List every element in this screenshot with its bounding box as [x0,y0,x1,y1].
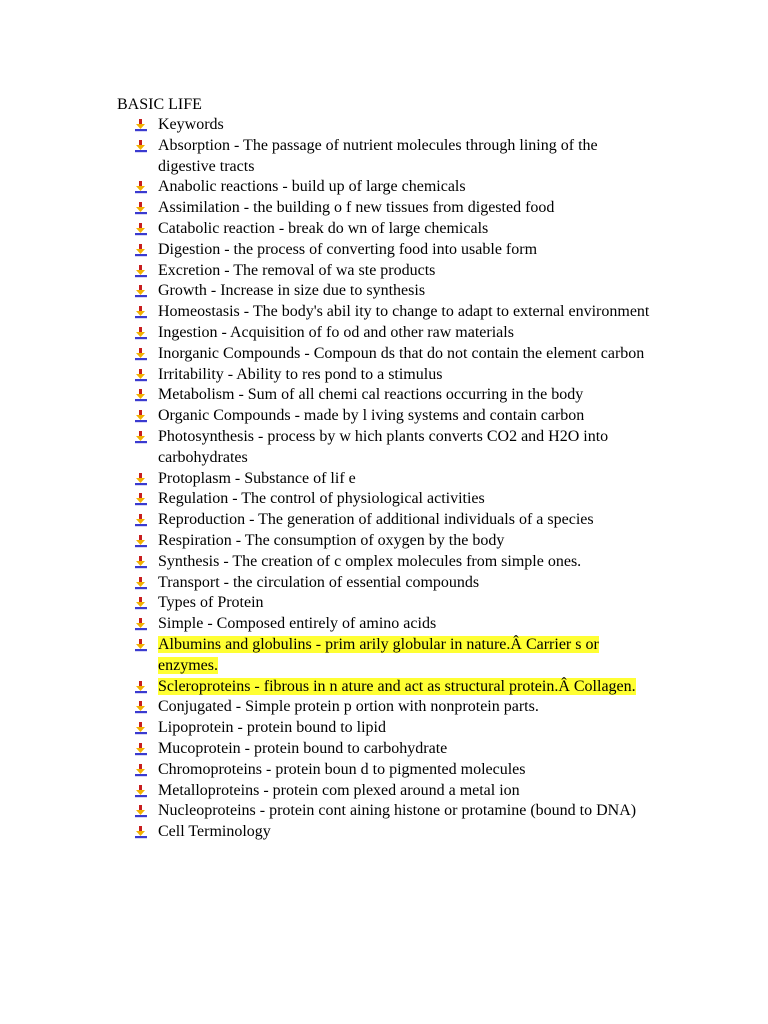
item-text-content: Transport - the circulation of essential compounds [158,573,480,591]
item-text [158,240,654,261]
down-arrow-icon [134,136,158,156]
item-text [158,115,654,136]
down-arrow-icon [134,781,158,801]
item-text-content: Mucoprotein - protein bound to carbohydrate [158,739,448,757]
down-arrow-icon [134,531,158,551]
down-arrow-icon [134,552,158,572]
item-text [158,614,654,635]
item-text-content: Absorption - The passage of nutrient molecules through lining of the digestive tracts [158,136,598,175]
item-text-content: Ingestion - Acquisition of fo od and other raw materials [158,323,514,341]
item-text-content: Regulation - The control of physiological activities [158,490,485,508]
highlighted-item-text [158,635,654,677]
item-text [158,510,654,531]
down-arrow-icon [134,635,158,655]
item-text [158,781,654,802]
list-item [134,552,654,573]
list-item [134,489,654,510]
down-arrow-icon [134,198,158,218]
item-text-content: Anabolic reactions - build up of large chemicals [158,178,466,196]
item-text [158,261,654,282]
list-item [134,531,654,552]
item-text [158,365,654,386]
item-text [158,385,654,406]
down-arrow-icon [134,323,158,343]
down-arrow-icon [134,739,158,759]
list-item [134,406,654,427]
item-text-content: Albumins and globulins - prim arily globular in nature.Â Carrier s or enzymes. [158,635,599,674]
item-text-content: Photosynthesis - process by w hich plants converts CO2 and H2O into carbohydrates [158,427,609,466]
list-item [134,427,654,469]
list-item [134,614,654,635]
list-item [134,219,654,240]
down-arrow-icon [134,489,158,509]
down-arrow-icon [134,614,158,634]
list-item [134,198,654,219]
item-text-content: Metabolism - Sum of all chemi cal reactions occurring in the body [158,386,584,404]
item-text [158,469,654,490]
list-item [134,510,654,531]
item-text-content: Digestion - the process of converting food into usable form [158,240,538,258]
list-item [134,573,654,594]
item-text [158,593,654,614]
down-arrow-icon [134,573,158,593]
item-text [158,344,654,365]
list-item [134,240,654,261]
item-text [158,697,654,718]
item-text [158,739,654,760]
item-text-content: Nucleoproteins - protein cont aining histone or protamine (bound to DNA) [158,802,637,820]
item-text [158,718,654,739]
list-item [134,635,654,677]
item-text-content: Organic Compounds - made by l iving systems and contain carbon [158,407,585,425]
item-text-content: Respiration - The consumption of oxygen by the body [158,531,505,549]
item-text [158,406,654,427]
item-text-content: Scleroproteins - fibrous in n ature and act as structural protein.Â Collagen. [158,677,636,695]
list-item [134,781,654,802]
down-arrow-icon [134,427,158,447]
item-text [158,198,654,219]
down-arrow-icon [134,344,158,364]
down-arrow-icon [134,240,158,260]
list-item [134,593,654,614]
list-item [134,302,654,323]
item-text-content: Synthesis - The creation of c omplex molecules from simple ones. [158,552,582,570]
down-arrow-icon [134,677,158,697]
highlighted-item-text [158,677,654,698]
keyword-list [134,115,654,843]
list-item [134,469,654,490]
down-arrow-icon [134,115,158,135]
item-text-content: Conjugated - Simple protein p ortion with nonprotein parts. [158,698,539,716]
item-text [158,573,654,594]
list-item [134,718,654,739]
item-text-content: Irritability - Ability to res pond to a stimulus [158,365,443,383]
down-arrow-icon [134,406,158,426]
down-arrow-icon [134,385,158,405]
list-item [134,385,654,406]
item-text [158,219,654,240]
list-item [134,177,654,198]
item-text [158,281,654,302]
item-text-content: Excretion - The removal of wa ste products [158,261,436,279]
item-text-content: Simple - Composed entirely of amino acids [158,615,437,633]
list-item [134,801,654,822]
item-text-content: Keywords [158,116,224,133]
down-arrow-icon [134,261,158,281]
list-item [134,344,654,365]
down-arrow-icon [134,822,158,842]
item-text [158,531,654,552]
item-text-content: Protoplasm - Substance of lif e [158,469,356,487]
list-item [134,261,654,282]
item-text [158,177,654,198]
down-arrow-icon [134,302,158,322]
item-text [158,323,654,344]
document-title: BASIC LIFE [117,96,202,113]
item-text [158,489,654,510]
list-item [134,677,654,698]
list-item [134,365,654,386]
item-text-content: Inorganic Compounds - Compoun ds that do not contain the element carbon [158,344,645,362]
down-arrow-icon [134,697,158,717]
item-text-content: Chromoproteins - protein boun d to pigmented molecules [158,760,526,778]
item-text-content: Lipoprotein - protein bound to lipid [158,719,386,737]
item-text-content: Types of Protein [158,594,264,612]
list-item [134,697,654,718]
down-arrow-icon [134,469,158,489]
down-arrow-icon [134,593,158,613]
list-item [134,115,654,136]
list-item [134,136,654,178]
item-text [158,302,654,323]
down-arrow-icon [134,510,158,530]
list-item [134,739,654,760]
item-text [158,552,654,573]
item-text-content: Reproduction - The generation of additional individuals of a species [158,511,594,529]
list-item [134,281,654,302]
item-text [158,801,654,822]
down-arrow-icon [134,718,158,738]
item-text [158,427,654,469]
down-arrow-icon [134,177,158,197]
down-arrow-icon [134,281,158,301]
down-arrow-icon [134,365,158,385]
item-text [158,136,654,178]
down-arrow-icon [134,219,158,239]
item-text-content: Cell Terminology [158,823,271,841]
item-text-content: Assimilation - the building o f new tissues from digested food [158,199,555,217]
down-arrow-icon [134,801,158,821]
item-text-content: Metalloproteins - protein com plexed around a metal ion [158,781,520,799]
item-text [158,822,654,843]
list-item [134,822,654,843]
down-arrow-icon [134,760,158,780]
item-text-content: Growth - Increase in size due to synthesis [158,282,426,300]
list-item [134,323,654,344]
item-text-content: Homeostasis - The body's abil ity to change to adapt to external environment [158,303,650,321]
list-item [134,760,654,781]
item-text-content: Catabolic reaction - break do wn of large chemicals [158,219,489,237]
item-text [158,760,654,781]
